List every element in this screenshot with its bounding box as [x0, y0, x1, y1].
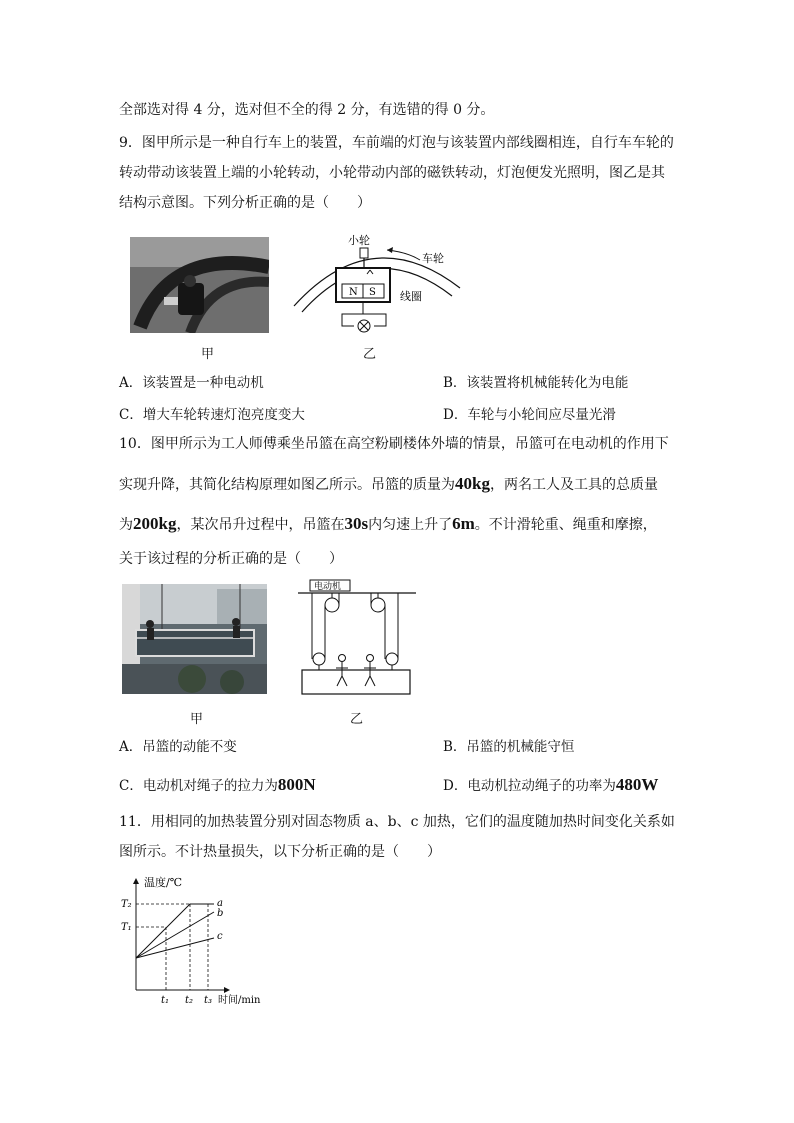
series-b-label: b	[217, 908, 224, 919]
x-tick-t1: t₁	[161, 995, 170, 1006]
pulley-structure-diagram	[298, 578, 418, 698]
intro-text: 全部选对得 4 分，选对但不全的得 2 分，有选错的得 0 分。	[119, 102, 495, 118]
time-value: 30s	[344, 514, 369, 533]
magnet-s-label: S	[369, 287, 376, 298]
series-c-label: c	[217, 931, 223, 942]
x-tick-t2: t₂	[185, 995, 194, 1006]
q9-caption-yi: 乙	[363, 347, 377, 362]
q11-line-1: 11．用相同的加热装置分别对固态物质 a、b、c 加热，它们的温度随加热时间变化关系如	[119, 814, 675, 830]
coil-label: 线圈	[400, 290, 422, 303]
q10-line-3: 为200kg，某次吊升过程中，吊篮在30s内匀速上升了6m。不计滑轮重、绳重和摩擦，	[119, 514, 657, 533]
small-wheel-label: 小轮	[348, 234, 370, 247]
q10-option-d[interactable]: D．电动机拉动绳子的功率为480W	[443, 775, 659, 794]
motor-label: 电动机	[314, 582, 342, 592]
q9-option-c[interactable]: C．增大车轮转速灯泡亮度变大	[119, 407, 305, 423]
q9-option-a[interactable]: A．该装置是一种电动机	[119, 375, 264, 391]
q9-line-3: 结构示意图。下列分析正确的是（ ）	[119, 195, 371, 211]
y-axis-label: 温度/℃	[144, 876, 183, 889]
bicycle-dynamo-photo	[130, 237, 269, 333]
workers-mass-value: 200kg	[133, 514, 177, 533]
q10-line-4: 关于该过程的分析正确的是（ ）	[119, 551, 343, 567]
y-tick-t2: T₂	[121, 899, 132, 910]
q10-caption-yi: 乙	[350, 712, 364, 727]
q10-option-d-value: 480W	[615, 775, 659, 794]
x-axis-label: 时间/min	[218, 995, 261, 1006]
q9-option-b[interactable]: B．该装置将机械能转化为电能	[443, 375, 629, 391]
q11-line-2: 图所示。不计热量损失，以下分析正确的是（ ）	[119, 844, 441, 860]
series-a-line	[136, 904, 214, 958]
q10-option-c-value: 800N	[277, 775, 316, 794]
q9-option-d[interactable]: D．车轮与小轮间应尽量光滑	[443, 407, 616, 423]
height-value: 6m	[452, 514, 475, 533]
wheel-label: 车轮	[422, 252, 444, 265]
q9-line-1: 9．图甲所示是一种自行车上的装置，车前端的灯泡与该装置内部线圈相连，自行车车轮的	[119, 135, 674, 151]
q10-option-c[interactable]: C．电动机对绳子的拉力为800N	[119, 775, 316, 794]
q10-line-2: 实现升降，其简化结构原理如图乙所示。吊篮的质量为40kg，两名工人及工具的总质量	[119, 474, 658, 493]
q9-line-2: 转动带动该装置上端的小轮转动，小轮带动内部的磁铁转动，灯泡便发光照明，图乙是其	[119, 165, 665, 181]
series-c-line	[136, 938, 214, 958]
q10-option-b[interactable]: B．吊篮的机械能守恒	[443, 739, 575, 755]
q10-caption-jia: 甲	[190, 712, 204, 727]
q10-option-a[interactable]: A．吊篮的动能不变	[119, 739, 237, 755]
dynamo-structure-diagram	[292, 228, 462, 346]
gondola-photo	[122, 584, 267, 694]
y-tick-t1: T₁	[121, 922, 132, 933]
q9-caption-jia: 甲	[201, 347, 215, 362]
temperature-time-chart	[118, 872, 278, 1006]
magnet-n-label: N	[349, 287, 358, 298]
x-tick-t3: t₃	[204, 995, 213, 1006]
basket-mass-value: 40kg	[455, 474, 490, 493]
series-a-label: a	[217, 898, 223, 909]
q10-line-1: 10．图甲所示为工人师傅乘坐吊篮在高空粉刷楼体外墙的情景，吊篮可在电动机的作用下	[119, 436, 669, 452]
